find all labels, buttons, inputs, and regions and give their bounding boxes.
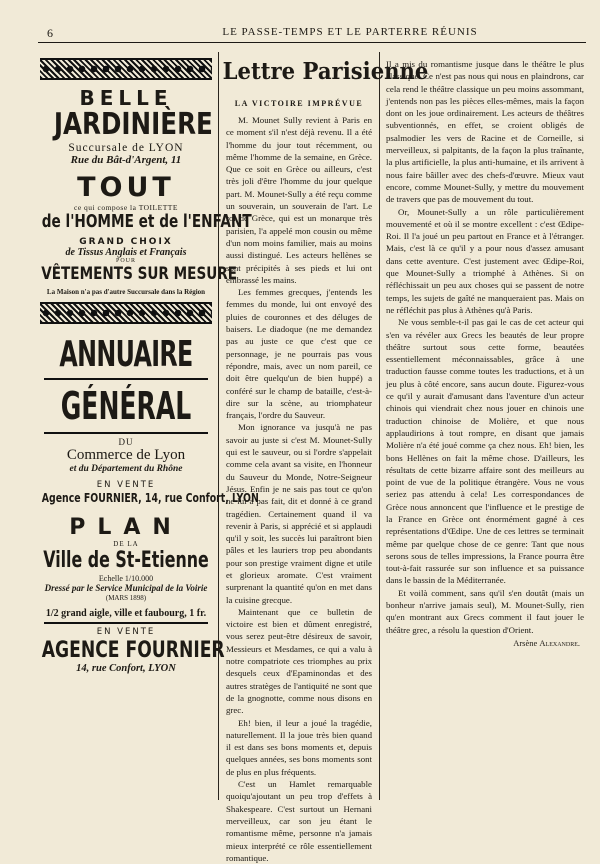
signature-last: Alexandre. bbox=[539, 637, 580, 648]
ad-jardiniere: JARDINIÈRE bbox=[53, 107, 213, 142]
article-subtitle: LA VICTOIRE IMPRÉVUE bbox=[234, 99, 364, 108]
ad-divider bbox=[44, 378, 208, 380]
ad-vetements: VÊTEMENTS SUR MESURE bbox=[41, 264, 238, 284]
paragraph: Or, Mounet-Sully a un rôle particulièrement mouvementé et où il se montre excellent : c'est Œdipe-Roi. Il l'a joué un peu partout en France et à l'étranger. Mais, c'est là ce qu'il y a pour nous d'assez amusant dans cette aventure. C'est justement avec Œdipe-Roi, que Mounet-Sully a triomphé à Athènes. Si on réfléchissait un peu aux choses qui se passent de notre temps, les sujets de gaîté ne manqueraient pas. Mais on ne réfléchit pas plus à Athènes qu'à Paris. bbox=[386, 206, 584, 315]
column-divider-right bbox=[379, 52, 380, 800]
running-title: LE PASSE-TEMPS ET LE PARTERRE RÉUNIS bbox=[222, 26, 478, 38]
column-divider-left bbox=[218, 52, 219, 800]
article-body-2 bbox=[386, 58, 584, 636]
paragraph: Ne vous semble-t-il pas gai le cas de cet acteur qui s'en va révéler aux Grecs les beautés de leur propre théâtre surtout sous cette forme, beautées essentiellement méconnaissables, grâce à une traduction fausse comme toutes les traductions, et à un jeu plus à côté encore, sans aucun doute. Figurez-vous ce qu'il y aurait d'amusant dans l'aventure d'un acteur chinois qui viendrait chez nous jouer en chinois une traduction chinoise de Molière, et que nous applaudirions à tout rompre, en disant que jamais Molière n'a été joué comme ça chez nous. Eh! bien, les bons Hellènes on fait la même chose. D'ailleurs, les résultats de cette bizarre affaire sont des meilleurs au point de vue de la politique étrangère. Vous ne vous seriez pas attendu à cela! Les correspondances de Grèce nous annoncent que l'influence et le prestige de la France en Grèce ont énormément gagné à ces représentations d'Œdipe. Une de ces lettres se terminait même par quelque chose de ce genre: Tant que nous serons sous de telles impressions, la France pourra être tout-à-fait rassurée sur son influence et sa puissance dans le bassin de la Méditerranée. bbox=[386, 317, 584, 586]
ad-de-la: DE LA bbox=[113, 540, 139, 548]
ad-departement: et du Département du Rhône bbox=[69, 464, 183, 474]
ad-maison: La Maison n'a pas d'autre Succursale dans la Région bbox=[46, 288, 206, 296]
ad-pour: POUR bbox=[115, 258, 136, 264]
ad-divider bbox=[44, 432, 208, 434]
paragraph: C'est un Hamlet remarquable quoiqu'ajoutant un peu trop d'effets à Shakespeare. C'est surtout un Hernani merveilleux, car son jeu étant le romantisme même, personne n'a jamais mieux interprété ce rôle essentiellement romantique. bbox=[226, 779, 372, 863]
paragraph: Mon ignorance va jusqu'à ne pas savoir au juste si c'est M. Mounet-Sully qui est le sauveur, ou si l'ordre s'appelait comme cela avant sa visite, en l'honneur du Sauveur du Monde, Notre-Seigneur Jésus. Enfin je ne sais pas tout ce qu'on ne lui a pas fait, dit et donné à ce grand tragédien. Certainement quand il va revenir à Paris, si apprécié et si applaudi qu'il y soit, les succès lui paraîtront bien pâles et les lauriers trop peu abondants pour son prestige vraiment digne et utile et glorieux aromate. C'est vraiment surprenant la quantité qu'on en met dans la cuisine grecque. bbox=[226, 422, 372, 605]
ad-tissus: de Tissus Anglais et Français bbox=[65, 247, 187, 258]
page-number: 6 bbox=[47, 26, 53, 40]
ad-succursale: Succursale de LYON bbox=[68, 142, 184, 154]
ad-agence: Agence FOURNIER, 14, rue Confort, LYON bbox=[41, 491, 259, 505]
paragraph: Eh! bien, il leur a joué la tragédie, naturellement. Il la joue très bien quand il est dans ses bons moments et, depuis quelques années, ses bons moments sont de plus en plus fréquents. bbox=[226, 717, 372, 777]
ad-divider bbox=[44, 622, 208, 624]
header-rule bbox=[38, 42, 586, 43]
article-column-2 bbox=[386, 58, 584, 648]
ad-annuaire: ANNUAIRE bbox=[59, 334, 193, 375]
advertisement-column bbox=[38, 58, 259, 674]
ornamental-border-top bbox=[40, 58, 212, 80]
signature bbox=[386, 638, 584, 648]
ad-compose: ce qui compose la TOILETTE bbox=[74, 203, 178, 212]
ad-mars: (MARS 1898) bbox=[105, 594, 147, 602]
signature-first: Arsène bbox=[513, 637, 538, 648]
ad-du: DU bbox=[118, 437, 134, 447]
ad-homme-enfant: de l'HOMME et de l'ENFANT bbox=[41, 212, 252, 232]
ad-echelle: Echelle 1/10.000 bbox=[98, 574, 154, 583]
ad-general: GÉNÉRAL bbox=[60, 384, 192, 428]
ad-commerce: Commerce de Lyon bbox=[66, 447, 186, 463]
ad-rue-confort: 14, rue Confort, LYON bbox=[76, 663, 176, 674]
paragraph: Et voilà comment, sans qu'il s'en doutât (mais un bonheur n'arrive jamais seul), M. Mounet-Sully, rien qu'en montrant aux Grecs comment il faut jouer le théâtre grec, a résolu la question d'Orient. bbox=[386, 587, 584, 635]
ad-grand-choix: GRAND CHOIX bbox=[79, 237, 173, 247]
paragraph: Les femmes grecques, j'entends les femmes du monde, lui ont envoyé des pluies de couronnes et des déluges de baisers. Le diadoque (ne me demandez pas au juste ce que c'est que ce personnage, je ne pourrais pas vous répondre, mais, avec un nom pareil, ce doit être quelqu'un de bien huppé) a conféré sur le champ de bataille, c'est-à-dire sur la scène, au triomphateur français, l'ordre du Sauveur. bbox=[226, 287, 372, 421]
ad-belle: BELLE bbox=[79, 86, 173, 110]
ad-price: 1/2 grand aigle, ville et faubourg, 1 fr. bbox=[45, 608, 207, 619]
article-title: Lettre Parisienne bbox=[222, 58, 429, 85]
ad-plan: PLAN bbox=[69, 515, 183, 540]
article-body-1 bbox=[226, 114, 372, 864]
ad-dresse: Dressé par le Service Municipal de la Voirie bbox=[44, 583, 208, 593]
paragraph: Il a mis du romantisme jusque dans le théâtre le plus classique. Ce n'est pas nous qui nous en plaindrons, car cela rend le théâtre classique un peu moins assommant, j'entends non pas les pièces elles-mêmes, mais la façon dont on les joue ordinairement. Les acteurs de théâtres subventionnés, en effet, se croient obligés de psalmodier les vers de Racine et de Corneille, si merveilleux, si palpitants, de la façon la plus traînante, la plus artificielle, la plus anti-humaine, et ils arrivent à nous faire bâiller avec des chefs-d'œuvre. Mieux vaut encore, comme Mounet-Sully, y mettre du mouvement de travers que pas de mouvement du tout. bbox=[386, 59, 584, 205]
ad-en-vente-2: EN VENTE bbox=[96, 627, 156, 637]
paragraph: Maintenant que ce bulletin de victoire est bien et dûment enregistré, vous serez peut-être désireux de savoir, Messieurs et Mesdames, ce qui a valu à notre compatriote ces triomphes au prix desquels ceux d'Epaminondas et des autres stratèges de l'antiquité ne sont que de la gnognotte, comme nous disons en grec. bbox=[226, 606, 372, 716]
ad-tout: TOUT bbox=[77, 172, 175, 203]
ad-en-vente: EN VENTE bbox=[96, 480, 156, 490]
ornamental-border-bottom bbox=[40, 302, 212, 324]
ad-agence-fournier: AGENCE FOURNIER bbox=[41, 638, 225, 663]
ad-ville: Ville de St-Etienne bbox=[43, 548, 209, 573]
ad-address: Rue du Bât-d'Argent, 11 bbox=[70, 154, 182, 166]
article-column-1 bbox=[222, 58, 429, 864]
paragraph: M. Mounet Sully revient à Paris en ce moment s'il n'est déjà revenu. Il a été l'homme du jour tout récemment, ou même l'homme de la semaine, en Grèce. Que ce soit en Grèce ou ailleurs, c'est très joli d'être l'homme du jour quelque part. M. Mounet-Sully a été reçu comme un souverain, un souverain de l'art. Le roi de Grèce, qui est un monarque très parisien, l'a appelé mon cousin ou même d'un nom moins familier, mais au moins aussi distingué. Les acteurs hellènes se sont précipités à ses pieds et lui ont embrassé les mains. bbox=[226, 115, 372, 285]
